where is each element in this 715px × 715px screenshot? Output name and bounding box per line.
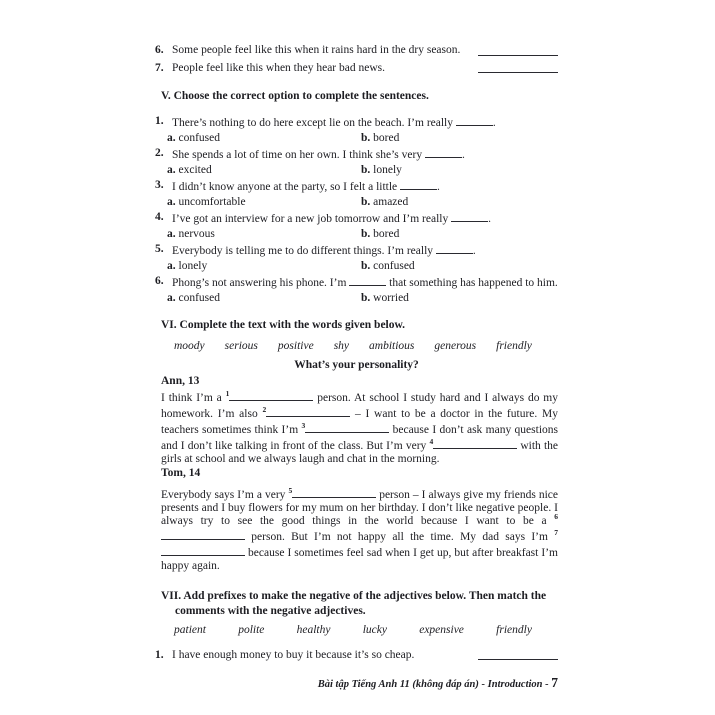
option-a-label: a. (167, 291, 176, 304)
speaker-heading: Tom, 14 (161, 466, 201, 479)
option-a-text: confused (178, 131, 221, 144)
option-a-text: excited (178, 163, 212, 176)
text-title: What’s your personality? (294, 358, 419, 371)
option-a-label: a. (167, 195, 176, 208)
item-text: Some people feel like this when it rains hard in the dry season. (172, 44, 461, 56)
multiple-choice-item (155, 114, 558, 146)
option-a (167, 291, 361, 306)
item-text: I have enough money to buy it because it’s so cheap. (172, 648, 415, 661)
bank-word: moody (174, 340, 205, 352)
gap-number: 3 (301, 420, 306, 430)
bank-word: lucky (362, 624, 387, 636)
answer-blank (478, 69, 558, 73)
bank-word: ambitious (369, 340, 415, 352)
option-b (361, 163, 402, 178)
footer-text: Bài tập Tiếng Anh 11 (không đáp án) - Introduction - (317, 679, 552, 690)
gap-number: 1 (225, 388, 230, 398)
answer-blank (349, 274, 386, 286)
multiple-choice-item (155, 274, 558, 306)
option-b-text: lonely (373, 163, 402, 176)
sentence-text: I’ve got an interview for a new job tomorrow and I’m really . (172, 210, 558, 227)
option-b-text: worried (373, 291, 409, 304)
bank-word: serious (224, 340, 258, 352)
option-a-label: a. (167, 259, 176, 272)
exercise-item (155, 62, 558, 76)
exercise-item (155, 44, 558, 58)
item-number: 5. (155, 242, 164, 255)
answer-blank (425, 146, 462, 158)
bank-word: patient (174, 624, 206, 636)
gap-number: 5 (288, 486, 293, 496)
multiple-choice-item (155, 210, 558, 242)
gap-number: 2 (262, 404, 267, 414)
answer-blank (451, 210, 488, 222)
option-b-label: b. (361, 259, 371, 272)
item-sentence (155, 274, 558, 291)
option-a-text: nervous (178, 227, 215, 240)
answer-blank (456, 114, 493, 126)
option-b-text: confused (373, 259, 415, 272)
option-b-label: b. (361, 291, 371, 304)
answer-blank (478, 656, 558, 660)
option-a (167, 163, 361, 178)
bank-word: shy (333, 340, 350, 352)
word-bank (174, 624, 532, 638)
option-b-label: b. (361, 163, 371, 176)
item-sentence (155, 146, 558, 163)
option-a (167, 131, 361, 146)
option-b-label: b. (361, 227, 371, 240)
exercise-item (155, 649, 558, 663)
bank-word: friendly (496, 340, 532, 352)
item-number: 3. (155, 178, 164, 191)
sentence-text: There’s nothing to do here except lie on the beach. I’m really . (172, 114, 558, 131)
section-vii-heading: VII. Add prefixes to make the negative of the adjectives below. Then match the comments with the negative adjectives. (161, 590, 547, 617)
gap-number: 6 (554, 512, 558, 522)
option-a-label: a. (167, 227, 176, 240)
word-bank (174, 340, 532, 354)
options-row (155, 227, 558, 242)
options-row (155, 259, 558, 274)
sentence-text: She spends a lot of time on her own. I think she’s very . (172, 146, 558, 163)
option-b (361, 131, 399, 146)
answer-blank (305, 421, 389, 433)
section-v-items (155, 114, 558, 306)
option-a-text: confused (178, 291, 221, 304)
options-row (155, 163, 558, 178)
multiple-choice-item (155, 242, 558, 274)
multiple-choice-item (155, 146, 558, 178)
item-number: 6. (155, 44, 164, 56)
item-sentence (155, 114, 558, 131)
answer-blank (433, 437, 517, 449)
bank-word: expensive (419, 624, 464, 636)
gap-number: 4 (429, 436, 434, 446)
speaker-heading: Ann, 13 (161, 375, 200, 387)
bank-word: polite (238, 624, 265, 636)
option-a-text: uncomfortable (178, 195, 246, 208)
multiple-choice-item (155, 178, 558, 210)
answer-blank (266, 405, 350, 417)
gap-fill-paragraph: I think I’m a $^1$ person. At school I study hard and I always do my homework. I’m also $^2$ – I want to be a doctor in the future. My teachers sometimes think I’m $^3$ because I don’t ask many questions and I don’t like talking in front of the class. But I’m very $^4$ with the girls at school and we always laugh and chat in the morning. (161, 388, 558, 465)
item-sentence (155, 178, 558, 195)
section-v-heading: V. Choose the correct option to complete the sentences. (161, 90, 429, 102)
sentence-text: Everybody is telling me to do different things. I’m really . (172, 242, 558, 259)
item-sentence (155, 210, 558, 227)
item-text: People feel like this when they hear bad news. (172, 61, 386, 74)
item-number: 4. (155, 210, 164, 223)
option-a (167, 195, 361, 210)
gap-fill-paragraph: Everybody says I’m a very $^5$ person – I always give my friends nice presents and I buy flowers for my mum on her birthday. I don’t like negative people. I always try to see the good things in the world because I want to be a $^6$ person. But I’m not happy all the time. My dad says I’m $^7$ because I sometimes feel sad when I get up, but after breakfast I’m happy again. (161, 486, 558, 572)
page-content (155, 44, 558, 692)
option-b (361, 195, 408, 210)
option-b (361, 259, 415, 274)
option-a (167, 227, 361, 242)
option-b-label: b. (361, 195, 371, 208)
option-a-text: lonely (178, 259, 208, 272)
item-number: 1. (155, 648, 164, 661)
answer-blank (229, 389, 313, 401)
answer-blank (436, 242, 473, 254)
bank-word: positive (277, 340, 314, 352)
bank-word: friendly (496, 624, 532, 636)
options-row (155, 195, 558, 210)
answer-blank (161, 528, 245, 540)
section-vi-heading: VI. Complete the text with the words given below. (161, 318, 406, 331)
option-b-text: bored (373, 131, 400, 144)
page-number: 7 (551, 675, 558, 690)
gap-number: 7 (554, 528, 558, 538)
option-b-text: amazed (373, 195, 409, 208)
option-b (361, 227, 399, 242)
option-b-text: bored (373, 227, 400, 240)
sentence-text: Phong’s not answering his phone. I’m that something has happened to him. (172, 274, 558, 291)
option-a (167, 259, 361, 274)
option-a-label: a. (167, 131, 176, 144)
options-row (155, 131, 558, 146)
answer-blank (292, 486, 376, 498)
answer-blank (161, 544, 245, 556)
answer-blank (400, 178, 437, 190)
answer-blank (478, 52, 558, 56)
option-b (361, 291, 409, 306)
item-number: 1. (155, 114, 164, 127)
sentence-text: I didn’t know anyone at the party, so I felt a little . (172, 178, 558, 195)
item-number: 2. (155, 146, 164, 159)
page-footer (155, 676, 558, 692)
options-row (155, 291, 558, 306)
item-number: 7. (155, 61, 164, 74)
item-number: 6. (155, 274, 164, 287)
item-sentence (155, 242, 558, 259)
bank-word: healthy (296, 624, 331, 636)
option-a-label: a. (167, 163, 176, 176)
option-b-label: b. (361, 131, 371, 144)
bank-word: generous (434, 340, 477, 352)
